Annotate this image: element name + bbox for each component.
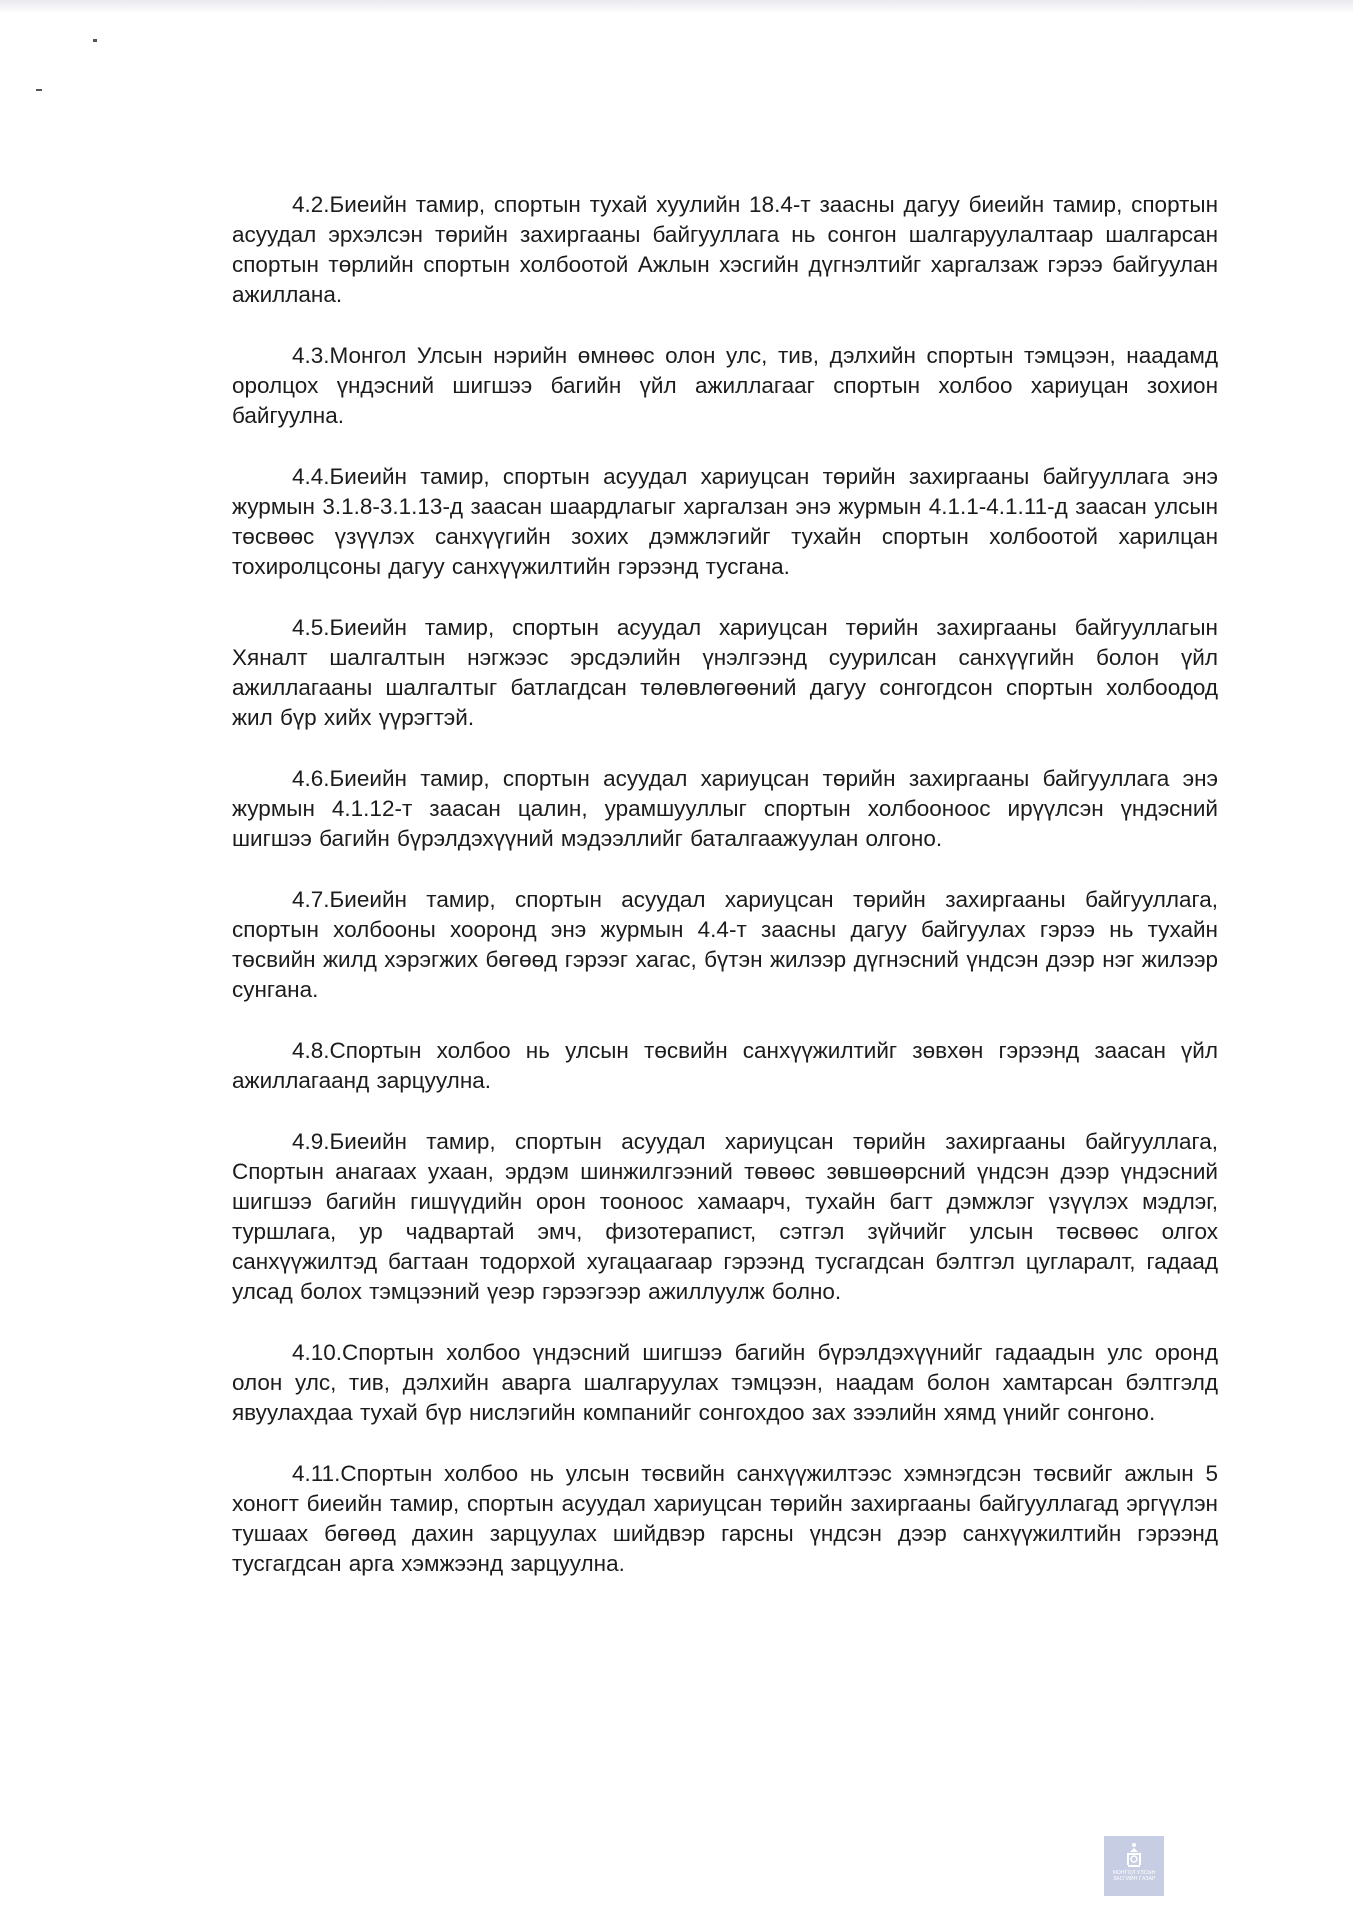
document-body xyxy=(232,190,1218,1710)
paragraph-4-6: 4.6.Биеийн тамир, спортын асуудал хариуцсан төрийн захиргааны байгууллага энэ журмын 4.1.12-т заасан цалин, урамшууллыг спортын холбооноос ирүүлсэн үндэсний шигшээ багийн бүрэлдэхүүний мэдээллийг баталгаажуулан олгоно. xyxy=(232,766,1218,851)
state-emblem-icon xyxy=(1123,1842,1145,1868)
paragraph-4-8: 4.8.Спортын холбоо нь улсын төсвийн санхүүжилтийг зөвхөн гэрээнд заасан үйл ажиллагаанд зарцуулна. xyxy=(232,1038,1218,1093)
scan-speck xyxy=(93,39,97,42)
seal-text: МОНГОЛ УЛСЫН ЗАСГИЙН ГАЗАР xyxy=(1112,1870,1156,1882)
scan-speck xyxy=(36,89,42,91)
paragraph-4-7: 4.7.Биеийн тамир, спортын асуудал хариуцсан төрийн захиргааны байгууллага, спортын холбооны хооронд энэ журмын 4.4-т заасны дагуу байгуулах гэрээ нь тухайн төсвийн жилд хэрэгжих бөгөөд гэрээг хагас, бүтэн жилээр дүгнэсний үндсэн дээр нэг жилээр сунгана. xyxy=(232,887,1218,1002)
scan-top-edge xyxy=(0,0,1353,14)
paragraph-4-4: 4.4.Биеийн тамир, спортын асуудал хариуцсан төрийн захиргааны байгууллага энэ журмын 3.1.8-3.1.13-д заасан шаардлагыг харгалзан энэ журмын 4.1.1-4.1.11-д заасан улсын төсвөөс үзүүлэх санхүүгийн зохих дэмжлэгийг тухайн спортын холбоотой харилцан тохиролцсоны дагуу санхүүжилтийн гэрээнд тусгана. xyxy=(232,464,1218,579)
government-seal xyxy=(1104,1836,1164,1896)
paragraph-4-9: 4.9.Биеийн тамир, спортын асуудал хариуцсан төрийн захиргааны байгууллага, Спортын анагаах ухаан, эрдэм шинжилгээний төвөөс зөвшөөрсний үндсэн дээр үндэсний шигшээ багийн гишүүдийн орон тооноос хамаарч, тухайн багт дэмжлэг үзүүлэх мэдлэг, туршлага, ур чадвартай эмч, физотерапист, сэтгэл зүйчийг улсын төсвөөс олгох санхүүжилтэд багтаан тодорхой хугацаагаар гэрээнд тусгагдсан бэлтгэл цугларалт, гадаад улсад болох тэмцээний үеэр гэрээгээр ажиллуулж болно. xyxy=(232,1129,1218,1304)
paragraph-4-3: 4.3.Монгол Улсын нэрийн өмнөөс олон улс, тив, дэлхийн спортын тэмцээн, наадамд оролцох үндэсний шигшээ багийн үйл ажиллагааг спортын холбоо хариуцан зохион байгуулна. xyxy=(232,343,1218,428)
paragraph-4-10: 4.10.Спортын холбоо үндэсний шигшээ багийн бүрэлдэхүүнийг гадаадын улс оронд олон улс, тив, дэлхийн аварга шалгаруулах тэмцээн, наадам болон хамтарсан бэлтгэлд явуулахдаа тухай бүр нислэгийн компанийг сонгохдоо зах зээлийн хямд үнийг сонгоно. xyxy=(232,1340,1218,1425)
paragraph-4-11: 4.11.Спортын холбоо нь улсын төсвийн санхүүжилтээс хэмнэгдсэн төсвийг ажлын 5 хоногт биеийн тамир, спортын асуудал хариуцсан төрийн захиргааны байгууллагад эргүүлэн тушаах бөгөөд дахин зарцуулах шийдвэр гарсны үндсэн дээр санхүүжилтийн гэрээнд тусгагдсан арга хэмжээнд зарцуулна. xyxy=(232,1461,1218,1576)
paragraph-4-5: 4.5.Биеийн тамир, спортын асуудал хариуцсан төрийн захиргааны байгууллагын Хяналт шалгалтын нэгжээс эрсдэлийн үнэлгээнд суурилсан санхүүгийн болон үйл ажиллагааны шалгалтыг батлагдсан төлөвлөгөөний дагуу сонгогдсон спортын холбоодод жил бүр хийх үүрэгтэй. xyxy=(232,615,1218,730)
paragraph-4-2: 4.2.Биеийн тамир, спортын тухай хуулийн 18.4-т заасны дагуу биеийн тамир, спортын асуудал эрхэлсэн төрийн захиргааны байгууллага нь сонгон шалгаруулалтаар шалгарсан спортын төрлийн спортын холбоотой Ажлын хэсгийн дүгнэлтийг харгалзаж гэрээ байгуулан ажиллана. xyxy=(232,192,1218,307)
